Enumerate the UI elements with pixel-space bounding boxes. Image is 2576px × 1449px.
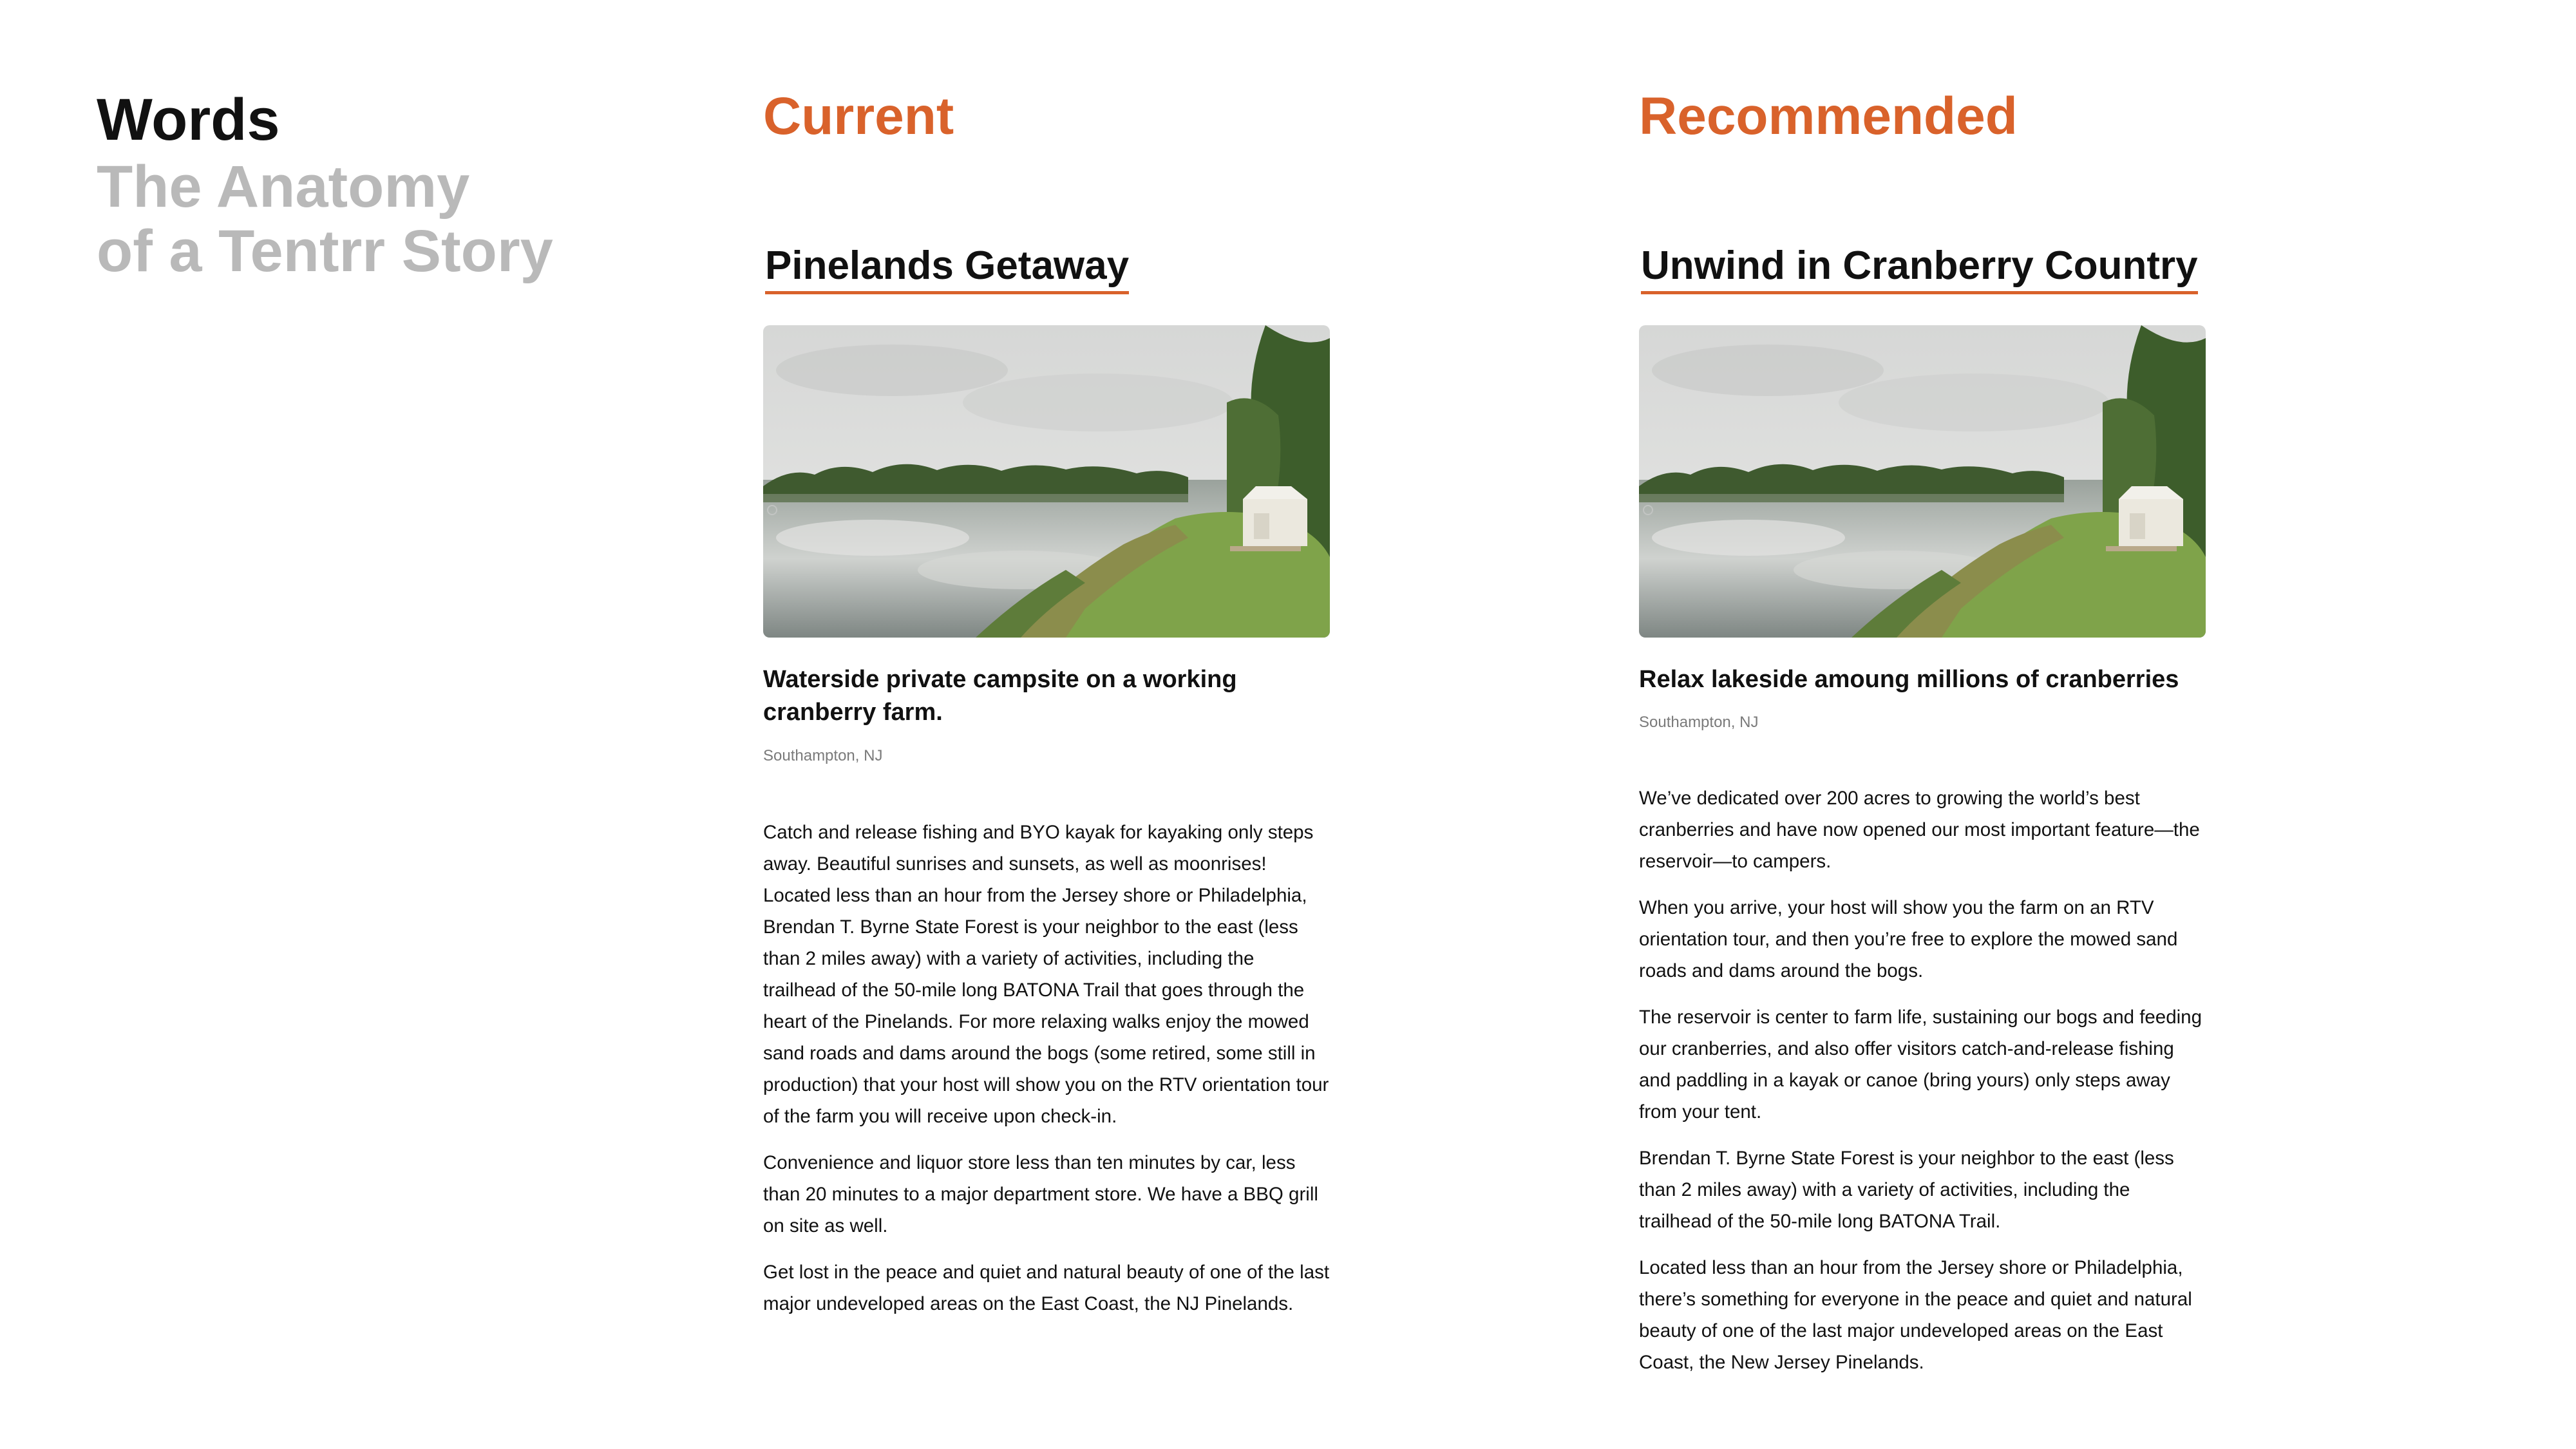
recommended-paragraph: When you arrive, your host will show you the farm on an RTV orientation tour, and then you’re free to explore the mowed sand roads and dams around the bogs. [1639, 897, 2178, 981]
recommended-paragraph: The reservoir is center to farm life, sustaining our bogs and feeding our cranberries, and also offer visitors catch-and-release fishing and paddling in a kayak or canoe (bring yours) only steps away from your tent. [1639, 1007, 2202, 1122]
lake-tent-photo [1639, 325, 2206, 638]
current-listing-title: Pinelands Getaway [765, 246, 1129, 294]
current-paragraph: Get lost in the peace and quiet and natural beauty of one of the last major undeveloped areas on the East Coast, the NJ Pinelands. [763, 1262, 1330, 1314]
recommended-column-label: Recommended [1639, 87, 2018, 146]
current-listing-photo [763, 325, 1330, 638]
current-listing-location: Southampton, NJ [763, 747, 883, 764]
recommended-paragraph: Located less than an hour from the Jersey shore or Philadelphia, there’s something for everyone in the peace and quiet and natural beauty of one of the last major undeveloped areas on the East Coast, the New Jersey Pinelands. [1639, 1257, 2192, 1373]
lake-tent-photo [763, 325, 1330, 638]
recommended-listing-photo [1639, 325, 2206, 638]
current-listing-headline: Waterside private campsite on a working cranberry farm. [763, 666, 1237, 726]
section-subtitle-line-2: of a Tentrr Story [97, 218, 553, 285]
recommended-paragraph: We’ve dedicated over 200 acres to growing the world’s best cranberries and have now opened our most important feature—the reservoir—to campers. [1639, 788, 2200, 872]
recommended-listing-headline: Relax lakeside amoung millions of cranberries [1639, 666, 2179, 693]
recommended-listing-location: Southampton, NJ [1639, 714, 1759, 731]
section-subtitle-line-1: The Anatomy [97, 154, 470, 220]
current-paragraph: Convenience and liquor store less than ten minutes by car, less than 20 minutes to a major department store. We have a BBQ grill on site as well. [763, 1152, 1318, 1236]
recommended-paragraph: Brendan T. Byrne State Forest is your neighbor to the east (less than 2 miles away) with a variety of activities, including the trailhead of the 50-mile long BATONA Trail. [1639, 1148, 2174, 1232]
recommended-listing-description [1639, 782, 2206, 1393]
current-column-label: Current [763, 87, 954, 146]
current-paragraph: Catch and release fishing and BYO kayak for kayaking only steps away. Beautiful sunrises and sunsets, as well as moonrises! Located less than an hour from the Jersey shore or Philadelphia, Brendan T. Byrne State Forest is your neighbor to the east (less than 2 miles away) with a variety of activities, including the trailhead of the 50-mile long BATONA Trail that goes through the heart of the Pinelands. For more relaxing walks enjoy the mowed sand roads and dams around the bogs (some retired, some still in production) that your host will show you on the RTV orientation tour of the farm you will receive upon check-in. [763, 822, 1329, 1127]
recommended-listing-title: Unwind in Cranberry Country [1641, 246, 2198, 294]
section-subtitle [97, 155, 586, 284]
current-listing-description [763, 817, 1330, 1334]
section-title: Words [97, 87, 280, 153]
